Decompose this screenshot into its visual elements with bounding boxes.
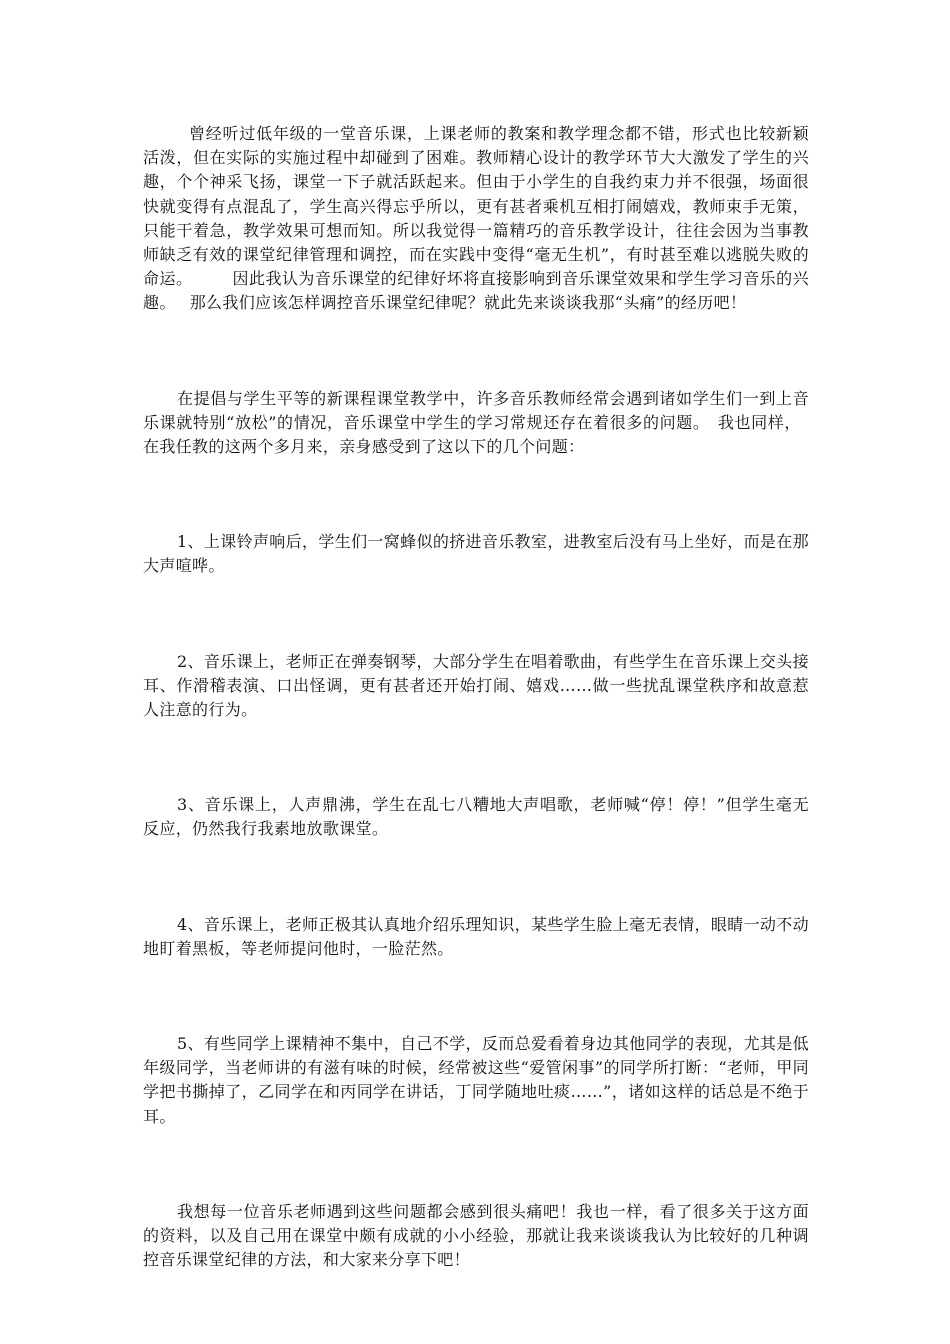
problem-item-3: 3、音乐课上，人声鼎沸，学生在乱七八糟地大声唱歌，老师喊“停！停！”但学生毫无反应，仍然我行我素地放歌课堂。 (143, 795, 809, 839)
problem-item-4: 4、音乐课上，老师正极其认真地介绍乐理知识，某些学生脸上毫无表情，眼睛一动不动地盯着黑板，等老师提问他时，一脸茫然。 (143, 914, 809, 958)
intro-paragraph (143, 122, 809, 316)
problem-item-5: 5、有些同学上课精神不集中，自己不学，反而总爱看着身边其他同学的表现，尤其是低年级同学，当老师讲的有滋有味的时候，经常被这些“爱管闲事”的同学所打断：“老师，甲同学把书撕掉了，乙同学在和丙同学在讲话，丁同学随地吐痰……”，诸如这样的话总是不绝于耳。 (143, 1034, 809, 1126)
problems-intro-part-1: 在提倡与学生平等的新课程课堂教学中，许多音乐教师经常会遇到诸如学生们一到上音乐课就特别“放松”的情况，音乐课堂中学生的学习常规还存在着很多的问题。 (143, 388, 809, 432)
problems-intro-paragraph (143, 387, 809, 460)
intro-text-part-2: 因此我认为音乐课堂的纪律好坏将直接影响到音乐课堂效果和学生学习音乐的兴趣。 (143, 269, 809, 313)
intro-text-part-1: 曾经听过低年级的一堂音乐课，上课老师的教案和教学理念都不错，形式也比较新颖活泼，但在实际的实施过程中却碰到了困难。教师精心设计的教学环节大大激发了学生的兴趣，个个神采飞扬，课堂一下子就活跃起来。但由于小学生的自我约束力并不很强，场面很快就变得有点混乱了，学生高兴得忘乎所以，更有甚者乘机互相打闹嬉戏，教师束手无策，只能干着急，教学效果可想而知。所以我觉得一篇精巧的音乐教学设计，往往会因为当事教师缺乏有效的课堂纪律管理和调控，而在实践中变得“毫无生机”，有时甚至难以逃脱失败的命运。 (143, 124, 809, 289)
intro-text-part-3: 那么我们应该怎样调控音乐课堂纪律呢？就此先来谈谈我那“头痛”的经历吧！ (189, 293, 747, 313)
problem-item-1: 1、上课铃声响后，学生们一窝蜂似的挤进音乐教室，进教室后没有马上坐好，而是在那大声喧哗。 (143, 532, 809, 576)
conclusion-paragraph: 我想每一位音乐老师遇到这些问题都会感到很头痛吧！我也一样，看了很多关于这方面的资料，以及自己用在课堂中颇有成就的小小经验，那就让我来谈谈我认为比较好的几种调控音乐课堂纪律的方法，和大家来分享下吧！ (143, 1201, 809, 1270)
document-body (143, 122, 809, 1272)
problems-intro-part-3: 在我任教的这两个多月来，亲身感受到了这以下的几个问题： (143, 437, 585, 457)
problems-intro-part-2: 我也同样， (717, 412, 801, 432)
problem-item-2: 2、音乐课上，老师正在弹奏钢琴，大部分学生在唱着歌曲，有些学生在音乐课上交头接耳、作滑稽表演、口出怪调，更有甚者还开始打闹、嬉戏……做一些扰乱课堂秩序和故意惹人注意的行为。 (143, 651, 809, 720)
